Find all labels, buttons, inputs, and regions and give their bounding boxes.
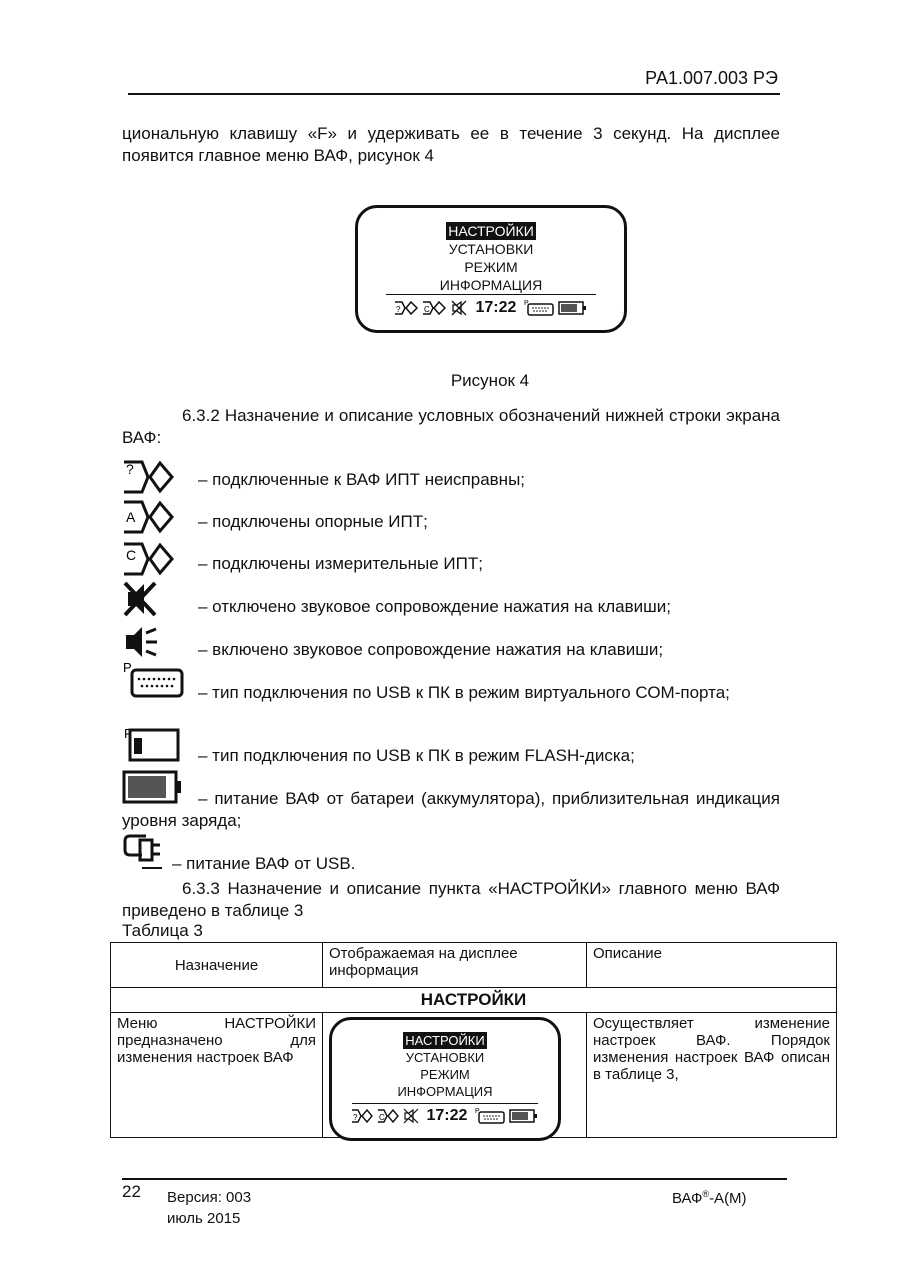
column-header: Отображаемая на дисплее информация	[323, 943, 587, 988]
legend-text: – тип подключения по USB к ПК в режим виртуального СОМ-порта;	[198, 683, 730, 702]
display-screen-table	[329, 1017, 561, 1141]
sound-on-icon	[122, 623, 162, 661]
legend-text: – питание ВАФ от батареи (аккумулятора), приблизительная индикация уровня заряда;	[122, 789, 780, 830]
document-code: РА1.007.003 РЭ	[645, 68, 778, 88]
usb-com-port-icon	[524, 299, 554, 317]
ipt-faulty-icon	[122, 458, 174, 496]
svg-text:C: C	[126, 547, 137, 563]
header-rule	[128, 93, 780, 95]
legend-item	[122, 726, 780, 770]
legend-text: – подключены измерительные ИПТ;	[198, 554, 483, 573]
legend-item	[122, 623, 780, 665]
svg-text:P: P	[475, 1108, 480, 1116]
legend-text: – подключенные к ВАФ ИПТ неисправны;	[198, 470, 526, 489]
product-name: ВАФ®-А(М)	[672, 1189, 747, 1207]
table-section-row	[111, 988, 837, 1013]
legend-text: – тип подключения по USB к ПК в режим FLASH-диска;	[198, 746, 635, 765]
main-menu	[358, 222, 624, 294]
ipt-reference-icon	[122, 498, 174, 536]
usb-power-icon	[122, 832, 166, 870]
status-bar	[332, 1107, 558, 1125]
legend-item	[122, 458, 780, 500]
legend-item	[122, 660, 780, 704]
legend-item	[122, 540, 780, 582]
legend-text: – питание ВАФ от USB.	[172, 854, 356, 873]
clock-time: 17:22	[475, 299, 517, 317]
legend-item	[122, 498, 780, 540]
menu-item-settings-selected: НАСТРОЙКИ	[448, 223, 534, 239]
svg-text:?: ?	[126, 461, 134, 477]
svg-text:C: C	[378, 1113, 385, 1123]
footer-rule	[122, 1178, 787, 1180]
legend-text: – включено звуковое сопровождение нажатия на клавиши;	[198, 640, 664, 659]
svg-text:P: P	[524, 300, 529, 308]
usb-flash-icon	[122, 726, 182, 766]
status-separator	[386, 294, 596, 295]
menu-item-settings-selected: НАСТРОЙКИ	[405, 1033, 485, 1048]
usb-com-port-icon	[475, 1107, 505, 1125]
figure-caption: Рисунок 4	[450, 371, 530, 390]
ipt-measuring-icon	[122, 540, 174, 578]
section-title: НАСТРОЙКИ	[111, 988, 837, 1013]
battery-icon	[558, 300, 588, 316]
legend-item	[122, 768, 780, 832]
sound-off-icon	[450, 300, 468, 316]
svg-text:A: A	[126, 509, 136, 525]
svg-text:P: P	[123, 660, 132, 675]
main-menu	[332, 1032, 558, 1100]
status-bar	[358, 299, 624, 317]
release-date: июль 2015	[167, 1210, 241, 1227]
menu-item-mode: РЕЖИМ	[464, 259, 518, 275]
menu-item-mode: РЕЖИМ	[420, 1067, 470, 1082]
ipt-measuring-icon	[422, 300, 446, 316]
legend-text: – подключены опорные ИПТ;	[198, 512, 428, 531]
svg-text:F: F	[124, 726, 132, 741]
table-caption: Таблица 3	[122, 921, 203, 940]
display-screen-figure	[355, 205, 627, 333]
table-row	[111, 1013, 837, 1138]
settings-table	[110, 942, 837, 1138]
display-cell	[323, 1013, 587, 1138]
sound-off-icon	[403, 1108, 419, 1124]
battery-icon	[509, 1108, 539, 1124]
icon-letter: C	[423, 305, 430, 315]
section-6-3-2: 6.3.2 Назначение и описание условных обозначений нижней строки экрана ВАФ:	[122, 406, 780, 447]
intro-paragraph: циональную клавишу «F» и удерживать ее в течение 3 секунд. На дисплее появится главное меню ВАФ, рисунок 4	[122, 124, 780, 165]
usb-com-port-icon	[122, 660, 184, 700]
battery-icon	[122, 768, 184, 806]
table-header-row	[111, 943, 837, 988]
legend-text: – отключено звуковое сопровождение нажатия на клавиши;	[198, 597, 671, 616]
legend-item	[122, 832, 780, 876]
clock-time: 17:22	[426, 1107, 468, 1125]
menu-item-installations: УСТАНОВКИ	[405, 1050, 485, 1065]
ipt-faulty-icon	[351, 1108, 373, 1124]
sound-off-icon	[122, 580, 162, 618]
status-separator	[352, 1103, 538, 1104]
icon-letter: ?	[395, 305, 401, 315]
svg-text:?: ?	[352, 1113, 358, 1123]
description-cell: Осуществляет изменение настроек ВАФ. Порядок изменения настроек ВАФ описан в таблице 3,	[587, 1013, 837, 1138]
column-header: Описание	[587, 943, 837, 988]
menu-item-installations: УСТАНОВКИ	[448, 241, 534, 257]
menu-item-information: ИНФОРМАЦИЯ	[397, 1084, 493, 1099]
purpose-cell: Меню НАСТРОЙКИ предназначено для изменения настроек ВАФ	[111, 1013, 323, 1138]
page-number: 22	[122, 1182, 141, 1201]
menu-item-information: ИНФОРМАЦИЯ	[439, 277, 543, 293]
column-header: Назначение	[111, 943, 323, 988]
ipt-faulty-icon	[394, 300, 418, 316]
section-6-3-3: 6.3.3 Назначение и описание пункта «НАСТРОЙКИ» главного меню ВАФ приведено в таблице 3	[122, 879, 780, 920]
ipt-measuring-icon	[377, 1108, 399, 1124]
version-label: Версия: 003	[167, 1189, 252, 1206]
legend-item	[122, 580, 780, 622]
